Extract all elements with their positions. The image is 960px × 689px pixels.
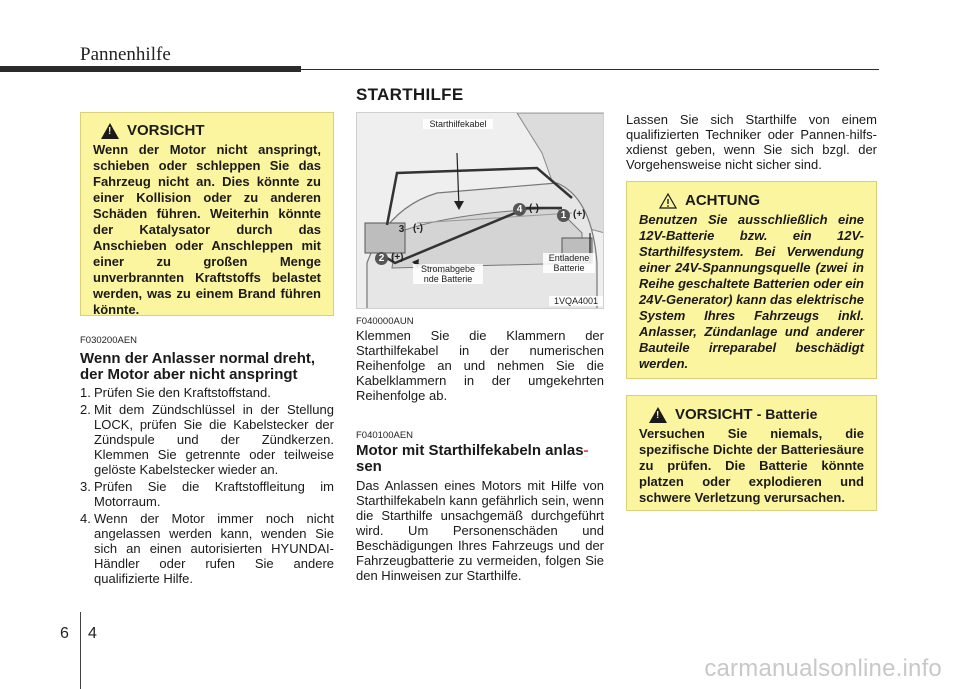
battery-caution-title: [675, 406, 817, 423]
caution-text: Wenn der Motor nicht anspringt, schieben oder schleppen Sie das Fahrzeug nicht an. Dies könnte zu einer Kollision oder zu anderen Schäden führen. Weiterhin könnte der Katalysator durch das Anschieben oder Anschleppen mit einer zu großen Menge unverbrannten Kraftstoffs belastet werden, was zu einem Brand führen könnte.: [93, 142, 321, 317]
middle-heading-part2: sen: [356, 458, 382, 475]
step-number: 4.: [80, 511, 91, 526]
battery-caution-box: [626, 395, 877, 511]
warning-icon: !: [649, 407, 667, 423]
header-bar: [0, 66, 301, 72]
section-code: F030200AEN: [80, 335, 138, 346]
step-text: Prüfen Sie die Kraftstoffleitung im Motorraum.: [94, 479, 334, 509]
middle-heading-hyphen: -: [583, 442, 589, 459]
middle-heading: [356, 443, 604, 475]
footer-divider: [80, 612, 81, 689]
section-title: STARTHILFE: [356, 85, 464, 104]
achtung-text: Benutzen Sie ausschließlich eine 12V-Batterie bzw. ein 12V-Starthilfesystem. Bei Verwendung einer 24V-Spannungsquelle (zwei in Reihe geschaltete Batterien oder ein 24V-Generator) kann das elektrische System Ihres Fahrzeugs inkl. Anlasser, Zündanlage und anderer Bauteile irreparabel beschädigt werden.: [639, 212, 864, 371]
warning-outline-icon: [659, 193, 677, 209]
right-intro-part1: Lassen Sie sich Starthilfe von einem qualifizierten Techniker oder Pannen: [626, 112, 877, 142]
warning-icon: !: [101, 123, 119, 139]
step-text: Prüfen Sie den Kraftstoffstand.: [94, 385, 271, 400]
caution-box: [80, 112, 334, 316]
marker-4: 4: [513, 203, 526, 216]
list-item: [80, 479, 334, 509]
step-text: Wenn der Motor immer noch nicht angelassen werden kann, wenden Sie sich an einen autorisierten HYUNDAI-Händler oder rufen Sie andere qualifizierte Hilfe.: [94, 511, 334, 586]
steps-list: [80, 385, 334, 588]
middle-paragraph-1: Klemmen Sie die Klammern der Starthilfekabel in der numerischen Reihenfolge an und nehmen Sie die Kabelklammern in der umgekehrten Reihenfolge ab.: [356, 328, 604, 403]
page-header-title: Pannenhilfe: [80, 44, 171, 65]
jump-start-figure: [356, 112, 604, 309]
figure-label-source-battery: Stromabgebe nde Batterie: [413, 264, 483, 284]
achtung-box: [626, 181, 877, 379]
battery-caution-subtitle: - Batterie: [756, 406, 818, 422]
step-number: 2.: [80, 402, 91, 417]
step-number: 3.: [80, 479, 91, 494]
right-intro-part2: hilfs-xdienst geben, wenn Sie sich bzgl. der Vorgehensweise nicht sicher sind.: [626, 127, 877, 172]
header-rule: [301, 69, 879, 70]
page-number: 4: [88, 625, 97, 642]
marker-1-sign: (+): [573, 209, 586, 220]
achtung-header: [639, 192, 864, 209]
figure-id: 1VQA4001: [549, 296, 603, 306]
right-intro: [626, 112, 877, 172]
marker-1: 1: [557, 209, 570, 222]
list-item: [80, 385, 334, 400]
caution-header: [93, 123, 321, 139]
step-text: Mit dem Zündschlüssel in der Stellung LOCK, prüfen Sie die Kabelstecker der Zündspule und der Zündkerzen. Klemmen Sie getrennte oder teilweise gelöste Kabelstecker wieder an.: [94, 402, 334, 477]
caution-title: VORSICHT: [127, 122, 205, 139]
section-code-2: F040100AEN: [356, 430, 414, 441]
middle-paragraph-2: Das Anlassen eines Motors mit Hilfe von Starthilfekabeln kann gefährlich sein, wenn die Starthilfe unsachgemäß durchgeführt wird. Um Personenschäden und Beschädigungen Ihres Fahrzeugs und der Fahrzeugbatterie zu vermeiden, folgen Sie den Hinweisen zur Starthilfe.: [356, 478, 604, 583]
battery-caution-text: Versuchen Sie niemals, die spezifische Dichte der Batteriesäure zu prüfen. Die Batterie könnte platzen oder explodieren und schwere Verletzung verursachen.: [639, 426, 864, 505]
marker-2: 2: [375, 252, 388, 265]
page-section-number: 6: [60, 625, 69, 642]
list-item: [80, 511, 334, 586]
figure-label-discharged-battery: Entladene Batterie: [543, 253, 595, 273]
battery-caution-title-main: VORSICHT: [675, 406, 753, 423]
achtung-title: ACHTUNG: [685, 192, 760, 209]
marker-3-sign: (-): [413, 223, 423, 234]
figure-label-cable: Starthilfekabel: [423, 119, 493, 129]
right-intro-hyphen: -: [845, 127, 850, 142]
marker-3: 3: [398, 224, 405, 235]
marker-2-sign: (+): [391, 252, 404, 263]
middle-heading-part1: Motor mit Starthilfekabeln anlas: [356, 442, 584, 459]
battery-caution-header: [639, 406, 864, 423]
figure-code: F040000AUN: [356, 316, 414, 327]
watermark: carmanualsonline.info: [704, 655, 942, 682]
left-heading: Wenn der Anlasser normal dreht, der Motor aber nicht anspringt: [80, 350, 316, 383]
step-number: 1.: [80, 385, 91, 400]
marker-4-sign: (-): [529, 203, 539, 214]
list-item: [80, 402, 334, 477]
